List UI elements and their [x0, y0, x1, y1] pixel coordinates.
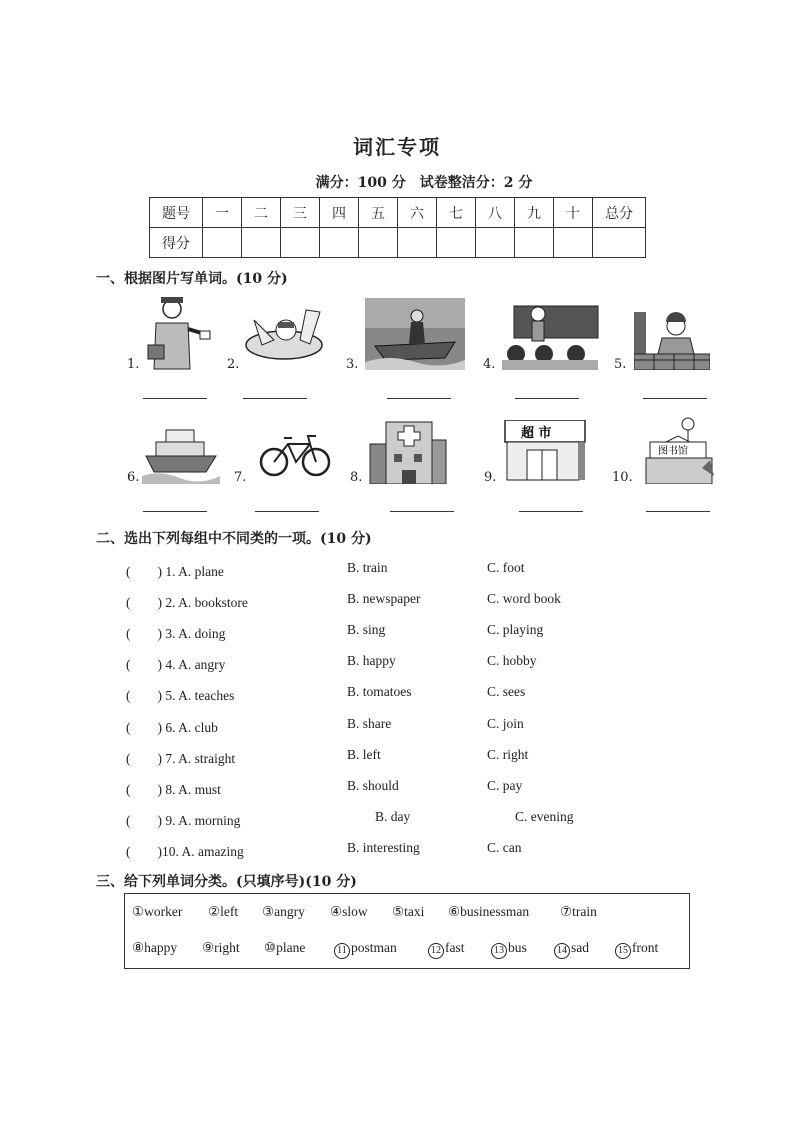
- hospital-icon: [368, 414, 448, 484]
- answer-blank[interactable]: [143, 398, 207, 399]
- score-input-cell[interactable]: [476, 228, 515, 258]
- word-item: 15 front: [615, 940, 658, 959]
- item-number: 8.: [350, 470, 363, 485]
- item-number: 2.: [227, 357, 240, 372]
- question-option-b: B. should: [347, 778, 399, 793]
- question-option-c: C. sees: [487, 684, 526, 699]
- answer-blank[interactable]: [143, 511, 207, 512]
- word-item: ③angry: [262, 904, 305, 919]
- question-option-b: B. day: [375, 809, 411, 824]
- question-option-b: B. interesting: [347, 840, 420, 855]
- score-table-score-row: [150, 228, 646, 258]
- worker-icon: [634, 312, 710, 370]
- score-cell: 七: [437, 198, 476, 228]
- page-title: 词汇专项: [353, 135, 441, 159]
- score-table-header-row: [150, 198, 646, 228]
- question-option-a: ( ) 1. A. plane: [126, 564, 224, 579]
- postman-icon: [140, 293, 212, 371]
- word-item: ④slow: [330, 904, 368, 919]
- question-option-a: ( ) 6. A. club: [126, 720, 218, 735]
- teacher-class-icon: [498, 300, 600, 370]
- supermarket-icon: [503, 420, 587, 482]
- item-number: 9.: [484, 470, 497, 485]
- word-item: ⑤taxi: [392, 904, 425, 919]
- question-option-c: C. evening: [515, 809, 574, 824]
- question-option-c: C. foot: [487, 560, 525, 575]
- word-item: ②left: [208, 904, 239, 919]
- score-input-cell[interactable]: [359, 228, 398, 258]
- answer-blank[interactable]: [643, 398, 707, 399]
- score-input-cell[interactable]: [515, 228, 554, 258]
- score-input-cell[interactable]: [554, 228, 593, 258]
- score-cell: 一: [203, 198, 242, 228]
- score-table: [149, 197, 646, 258]
- question-option-a: ( ) 9. A. morning: [126, 813, 241, 828]
- question-option-b: B. sing: [347, 622, 386, 637]
- fisherman-boat-icon: [365, 298, 465, 370]
- bike-icon: [258, 430, 332, 478]
- answer-blank[interactable]: [646, 511, 710, 512]
- question-option-c: C. right: [487, 747, 529, 762]
- answer-blank[interactable]: [387, 398, 451, 399]
- score-cell: 十: [554, 198, 593, 228]
- question-option-a: ( ) 4. A. angry: [126, 657, 226, 672]
- question-option-b: B. tomatoes: [347, 684, 412, 699]
- score-input-cell[interactable]: [593, 228, 646, 258]
- item-number: 6.: [127, 470, 140, 485]
- score-input-cell[interactable]: [437, 228, 476, 258]
- library-icon: [636, 416, 720, 484]
- question-option-c: C. pay: [487, 778, 523, 793]
- item-number: 10.: [612, 470, 633, 485]
- supermarket-sign: 超 市: [521, 426, 552, 441]
- question-option-a: ( ) 3. A. doing: [126, 626, 226, 641]
- word-item: 14 sad: [554, 940, 589, 959]
- item-number: 4.: [483, 357, 496, 372]
- question-option-b: B. train: [347, 560, 388, 575]
- answer-blank[interactable]: [255, 511, 319, 512]
- question-option-a: ( ) 8. A. must: [126, 782, 221, 797]
- question-option-c: C. can: [487, 840, 522, 855]
- section1-heading: 一、根据图片写单词。(10 分): [96, 271, 288, 287]
- score-cell: 五: [359, 198, 398, 228]
- question-option-a: ( )10. A. amazing: [126, 844, 244, 859]
- item-number: 5.: [614, 357, 627, 372]
- score-cell: 九: [515, 198, 554, 228]
- answer-blank[interactable]: [390, 511, 454, 512]
- word-item: ①worker: [132, 904, 183, 919]
- word-item: ⑧happy: [132, 940, 178, 955]
- answer-blank[interactable]: [515, 398, 579, 399]
- answer-blank[interactable]: [243, 398, 307, 399]
- score-cell: 三: [281, 198, 320, 228]
- score-cell: 二: [242, 198, 281, 228]
- score-cell: 得分: [150, 228, 203, 258]
- score-input-cell[interactable]: [398, 228, 437, 258]
- score-cell: 四: [320, 198, 359, 228]
- score-cell: 八: [476, 198, 515, 228]
- section3-heading: 三、给下列单词分类。(只填序号)(10 分): [96, 874, 357, 890]
- question-option-b: B. newspaper: [347, 591, 421, 606]
- word-item: 13 bus: [491, 940, 527, 959]
- word-item: 11 postman: [334, 940, 397, 959]
- question-option-c: C. word book: [487, 591, 561, 606]
- word-item: 12 fast: [428, 940, 465, 959]
- section2-heading: 二、选出下列每组中不同类的一项。(10 分): [96, 531, 372, 547]
- score-input-cell[interactable]: [242, 228, 281, 258]
- question-option-a: ( ) 5. A. teaches: [126, 688, 235, 703]
- word-item: ⑦train: [560, 904, 597, 919]
- word-item: ⑨right: [202, 940, 240, 955]
- question-option-c: C. join: [487, 716, 524, 731]
- item-number: 3.: [346, 357, 359, 372]
- item-number: 1.: [127, 357, 140, 372]
- question-option-b: B. share: [347, 716, 392, 731]
- score-input-cell[interactable]: [203, 228, 242, 258]
- question-option-b: B. left: [347, 747, 381, 762]
- question-option-a: ( ) 7. A. straight: [126, 751, 236, 766]
- word-item: ⑩plane: [264, 940, 306, 955]
- score-info: 满分：100 分 试卷整洁分：2 分: [315, 175, 533, 191]
- score-input-cell[interactable]: [320, 228, 359, 258]
- library-sign: 图书馆: [658, 446, 688, 457]
- score-cell: 题号: [150, 198, 203, 228]
- score-input-cell[interactable]: [281, 228, 320, 258]
- score-cell: 总分: [593, 198, 646, 228]
- item-number: 7.: [234, 470, 247, 485]
- plane-icon: [240, 300, 328, 370]
- answer-blank[interactable]: [519, 511, 583, 512]
- question-option-c: C. playing: [487, 622, 544, 637]
- score-cell: 六: [398, 198, 437, 228]
- question-option-b: B. happy: [347, 653, 396, 668]
- question-option-c: C. hobby: [487, 653, 537, 668]
- question-option-a: ( ) 2. A. bookstore: [126, 595, 248, 610]
- word-item: ⑥businessman: [448, 904, 530, 919]
- ship-icon: [140, 420, 222, 484]
